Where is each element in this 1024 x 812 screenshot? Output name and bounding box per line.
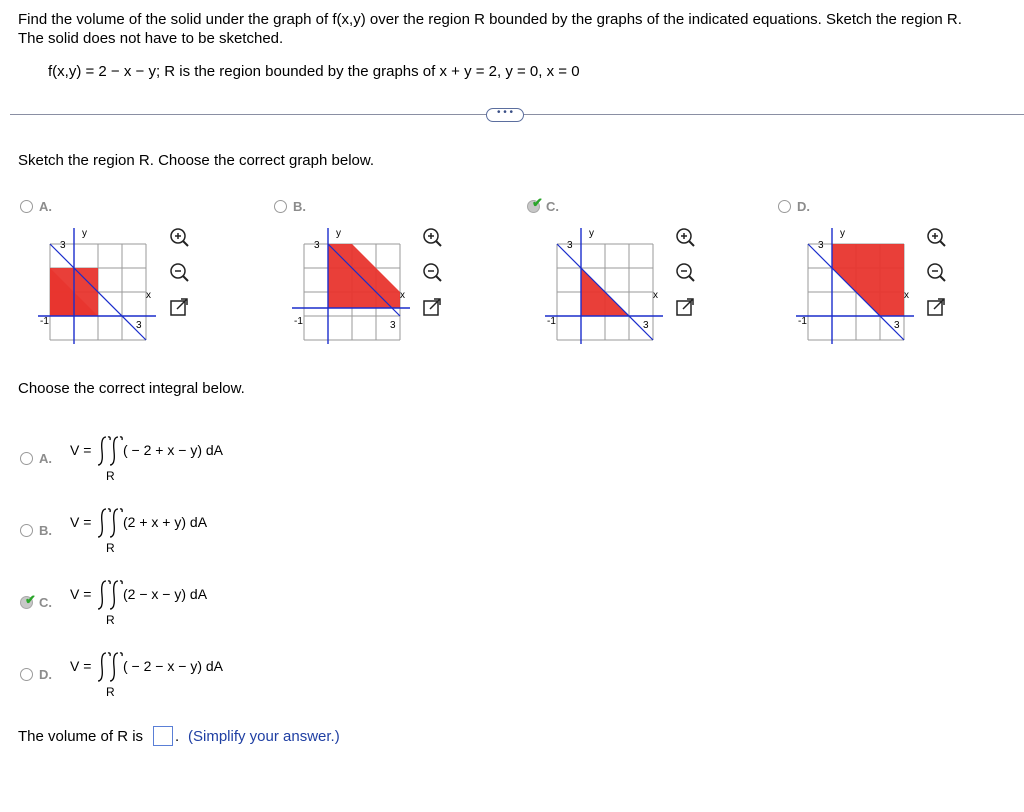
answer-period: . [175, 728, 180, 745]
svg-text:y: y [840, 228, 845, 239]
part2-prompt: Choose the correct integral below. [18, 380, 245, 397]
svg-text:-1: -1 [798, 316, 807, 327]
region-r [328, 244, 400, 308]
integral-lhs: V = [70, 442, 92, 458]
svg-text:3: 3 [894, 320, 900, 331]
graph-a-tools [168, 226, 190, 323]
zoom-in-icon[interactable] [925, 226, 947, 248]
region-subscript: R [106, 469, 115, 483]
zoom-in-icon[interactable] [168, 226, 190, 248]
double-integral-icon [98, 434, 124, 468]
tick-label: -1 [40, 316, 49, 327]
simplify-hint: (Simplify your answer.) [188, 728, 340, 745]
svg-text:3: 3 [818, 240, 824, 251]
y-label: y [82, 228, 87, 239]
svg-text:3: 3 [314, 240, 320, 251]
option-letter: B. [39, 523, 52, 538]
svg-text:-1: -1 [547, 316, 556, 327]
given-function: f(x,y) = 2 − x − y; R is the region bounded by the graphs of x + y = 2, y = 0, x = 0 [48, 63, 580, 80]
radio-d[interactable] [20, 668, 33, 681]
integrand: ( − 2 − x − y) dA [123, 658, 223, 674]
option-letter: A. [39, 451, 52, 466]
integral-option-c[interactable] [20, 578, 280, 628]
radio-a[interactable] [20, 200, 33, 213]
more-button[interactable]: • • • [486, 108, 524, 122]
svg-text:y: y [589, 228, 594, 239]
x-label: x [146, 290, 151, 301]
integral-lhs: V = [70, 658, 92, 674]
zoom-in-icon[interactable] [674, 226, 696, 248]
option-letter: C. [39, 595, 52, 610]
svg-text:x: x [400, 290, 405, 301]
option-letter: C. [546, 199, 559, 214]
zoom-out-icon[interactable] [421, 261, 443, 283]
question-line-2: The solid does not have to be sketched. [18, 30, 284, 47]
radio-b[interactable] [274, 200, 287, 213]
zoom-out-icon[interactable] [674, 261, 696, 283]
zoom-in-icon[interactable] [421, 226, 443, 248]
option-letter: D. [39, 667, 52, 682]
region-r [832, 244, 904, 316]
graph-c [545, 224, 673, 344]
question-line-1: Find the volume of the solid under the graph of f(x,y) over the region R bounded by the graphs of the indicated equations. Sketch the region R. [18, 11, 962, 28]
region-subscript: R [106, 613, 115, 627]
double-integral-icon [98, 650, 124, 684]
integral-option-d[interactable] [20, 650, 280, 700]
tick-label: 3 [136, 320, 142, 331]
graph-d [796, 224, 924, 344]
zoom-out-icon[interactable] [925, 261, 947, 283]
svg-text:-1: -1 [294, 316, 303, 327]
checkmark-icon: ✔ [25, 592, 36, 607]
svg-text:x: x [653, 290, 658, 301]
question-text [18, 10, 1008, 48]
option-letter: D. [797, 199, 810, 214]
graph-c-tools [674, 226, 696, 323]
radio-a[interactable] [20, 452, 33, 465]
region-subscript: R [106, 541, 115, 555]
svg-text:x: x [904, 290, 909, 301]
radio-b[interactable] [20, 524, 33, 537]
integral-lhs: V = [70, 514, 92, 530]
svg-text:3: 3 [567, 240, 573, 251]
option-letter: A. [39, 199, 52, 214]
region-subscript: R [106, 685, 115, 699]
integral-option-b[interactable] [20, 506, 280, 556]
radio-d[interactable] [778, 200, 791, 213]
graph-d-tools [925, 226, 947, 323]
tick-label: 3 [60, 240, 66, 251]
svg-text:3: 3 [643, 320, 649, 331]
double-integral-icon [98, 578, 124, 612]
graph-a [38, 224, 166, 344]
expand-icon[interactable] [674, 296, 696, 318]
volume-prompt: The volume of R is [18, 728, 144, 745]
graph-b-tools [421, 226, 443, 323]
expand-icon[interactable] [168, 296, 190, 318]
integral-lhs: V = [70, 586, 92, 602]
svg-text:y: y [336, 228, 341, 239]
expand-icon[interactable] [421, 296, 443, 318]
integrand: (2 − x − y) dA [123, 586, 208, 602]
option-letter: B. [293, 199, 306, 214]
checkmark-icon: ✔ [532, 195, 543, 210]
integrand: ( − 2 + x − y) dA [123, 442, 223, 458]
integrand: (2 + x + y) dA [123, 514, 208, 530]
volume-answer-input[interactable] [153, 726, 173, 746]
expand-icon[interactable] [925, 296, 947, 318]
double-integral-icon [98, 506, 124, 540]
integral-option-a[interactable] [20, 434, 280, 484]
graph-b [292, 224, 420, 344]
zoom-out-icon[interactable] [168, 261, 190, 283]
svg-text:3: 3 [390, 320, 396, 331]
part1-prompt: Sketch the region R. Choose the correct graph below. [18, 152, 375, 169]
